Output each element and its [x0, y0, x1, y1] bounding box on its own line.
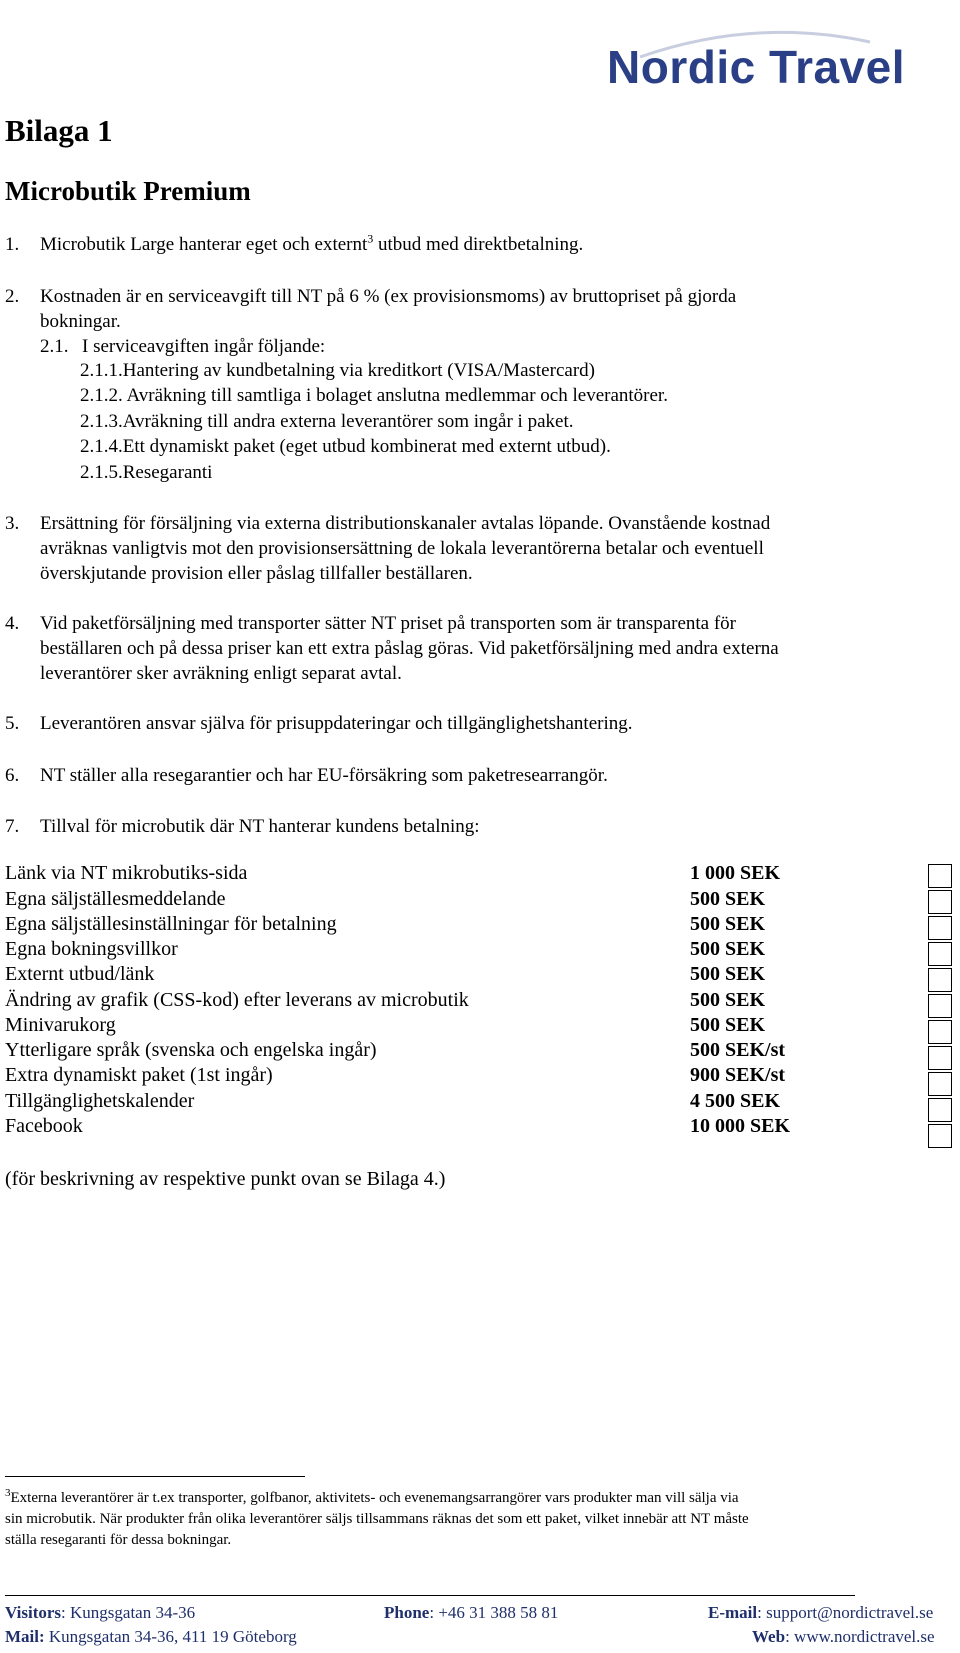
option-checkbox[interactable]	[928, 1098, 952, 1122]
option-price: 500 SEK	[690, 913, 766, 935]
item-text-part: Microbutik Large hanterar eget och externt	[40, 234, 368, 255]
footer-label: Web	[752, 1627, 786, 1646]
option-checkbox[interactable]	[928, 916, 952, 940]
option-price: 500 SEK	[690, 963, 766, 985]
option-checkbox[interactable]	[928, 994, 952, 1018]
option-label: Länk via NT mikrobutiks-sida	[5, 862, 248, 884]
logo-text: Nordic Travel	[607, 41, 905, 93]
item-number: 5.	[5, 713, 20, 734]
footnote-text: Externa leverantörer är t.ex transporter, golfbanor, aktivitets- och evenemangsarrangörer vars produkter man vill sälja via	[10, 1490, 739, 1506]
sub-item: 2.1.5.Resegaranti	[80, 462, 213, 483]
footnote-divider	[5, 1476, 305, 1477]
item-number: 3.	[5, 513, 20, 534]
section-title: Microbutik Premium	[5, 176, 251, 206]
option-price: 10 000 SEK	[690, 1115, 791, 1137]
footer-visitors	[5, 1603, 195, 1623]
footer-mail	[5, 1627, 297, 1647]
item-text: Tillval för microbutik där NT hanterar kundens betalning:	[40, 816, 480, 837]
item-number: 2.	[5, 286, 20, 307]
option-label: Ändring av grafik (CSS-kod) efter leverans av microbutik	[5, 989, 469, 1011]
option-label: Extra dynamiskt paket (1st ingår)	[5, 1064, 273, 1086]
option-label: Externt utbud/länk	[5, 963, 155, 985]
item-text: överskjutande provision eller påslag tillfaller beställaren.	[40, 563, 473, 584]
footnote-text: sin microbutik. När produkter från olika leverantörer säljs tillsammans räknas det som ett paket, vilket innebär att NT måste	[5, 1511, 749, 1527]
option-checkbox[interactable]	[928, 864, 952, 888]
footer-phone	[384, 1603, 558, 1623]
company-logo	[535, 22, 905, 102]
option-label: Facebook	[5, 1115, 83, 1137]
option-price: 500 SEK	[690, 888, 766, 910]
footer-value: : Kungsgatan 34-36	[61, 1603, 196, 1622]
option-checkbox[interactable]	[928, 968, 952, 992]
footer-email[interactable]	[708, 1603, 933, 1623]
item-number: 2.1.	[40, 336, 69, 357]
item-text: Kostnaden är en serviceavgift till NT på 6 % (ex provisionsmoms) av bruttopriset på gjorda	[40, 286, 737, 307]
item-number: 6.	[5, 765, 20, 786]
option-checkbox[interactable]	[928, 1124, 952, 1148]
option-label: Egna bokningsvillkor	[5, 938, 178, 960]
option-price: 500 SEK	[690, 938, 766, 960]
sub-item: 2.1.4.Ett dynamiskt paket (eget utbud kombinerat med externt utbud).	[80, 436, 611, 457]
footnote-line	[5, 1488, 945, 1509]
footer-web[interactable]	[752, 1627, 935, 1647]
item-text: avräknas vanligtvis mot den provisionsersättning de lokala leverantörerna betalar och eventuell	[40, 538, 764, 559]
option-checkbox[interactable]	[928, 1046, 952, 1070]
item-number: 7.	[5, 816, 20, 837]
option-checkbox[interactable]	[928, 1072, 952, 1096]
footnote-mark: 3	[5, 1487, 11, 1499]
sub-item: 2.1.1.Hantering av kundbetalning via kreditkort (VISA/Mastercard)	[80, 360, 595, 381]
item-number: 4.	[5, 613, 20, 634]
item-number: 1.	[5, 234, 20, 255]
item-text-part: utbud med direktbetalning.	[373, 234, 584, 255]
item-text: I serviceavgiften ingår följande:	[82, 336, 326, 357]
option-price: 500 SEK/st	[690, 1039, 786, 1061]
option-label: Ytterligare språk (svenska och engelska ingår)	[5, 1039, 377, 1061]
footer-label: Phone	[384, 1603, 430, 1622]
footer-label: Visitors	[5, 1603, 62, 1622]
option-label: Egna säljställesinställningar för betalning	[5, 913, 337, 935]
footer-value: Kungsgatan 34-36, 411 19 Göteborg	[44, 1627, 297, 1646]
option-checkbox[interactable]	[928, 942, 952, 966]
item-text: Vid paketförsäljning med transporter sätter NT priset på transporten som är transparenta för	[40, 613, 737, 634]
item-text: Leverantören ansvar själva för prisuppdateringar och tillgänglighetshantering.	[40, 713, 633, 734]
option-label: Egna säljställesmeddelande	[5, 888, 226, 910]
footnote	[5, 1488, 945, 1551]
option-checkbox[interactable]	[928, 890, 952, 914]
sub-item: 2.1.3.Avräkning till andra externa leverantörer som ingår i paket.	[80, 411, 574, 432]
footer-label: E-mail	[708, 1603, 758, 1622]
footnote-text: ställa resegaranti för dessa bokningar.	[5, 1532, 232, 1548]
option-label: Minivarukorg	[5, 1014, 116, 1036]
footer-label: Mail:	[5, 1627, 45, 1646]
option-price: 500 SEK	[690, 1014, 766, 1036]
option-price: 1 000 SEK	[690, 862, 781, 884]
item-text: leverantörer sker avräkning enligt separat avtal.	[40, 663, 402, 684]
sub-item: 2.1.2. Avräkning till samtliga i bolaget anslutna medlemmar och leverantörer.	[80, 385, 668, 406]
page-title: Bilaga 1	[5, 113, 113, 148]
footer-value: : support@nordictravel.se	[757, 1603, 934, 1622]
option-checkbox[interactable]	[928, 1020, 952, 1044]
item-text	[40, 232, 920, 258]
footer-divider	[5, 1595, 855, 1596]
footer-value: : www.nordictravel.se	[785, 1627, 935, 1646]
item-text: Ersättning för försäljning via externa distributionskanaler avtalas löpande. Ovanstående kostnad	[40, 513, 771, 534]
option-price: 4 500 SEK	[690, 1090, 781, 1112]
footnote-ref: 3	[367, 231, 374, 246]
see-note: (för beskrivning av respektive punkt ovan se Bilaga 4.)	[5, 1168, 446, 1190]
option-label: Tillgänglighetskalender	[5, 1090, 195, 1112]
option-price: 900 SEK/st	[690, 1064, 786, 1086]
item-text: bokningar.	[40, 311, 121, 332]
item-text: beställaren och på dessa priser kan ett extra påslag göras. Vid paketförsäljning med andra externa	[40, 638, 779, 659]
item-text: NT ställer alla resegarantier och har EU-försäkring som paketresearrangör.	[40, 765, 608, 786]
footer-value: : +46 31 388 58 81	[429, 1603, 559, 1622]
option-price: 500 SEK	[690, 989, 766, 1011]
